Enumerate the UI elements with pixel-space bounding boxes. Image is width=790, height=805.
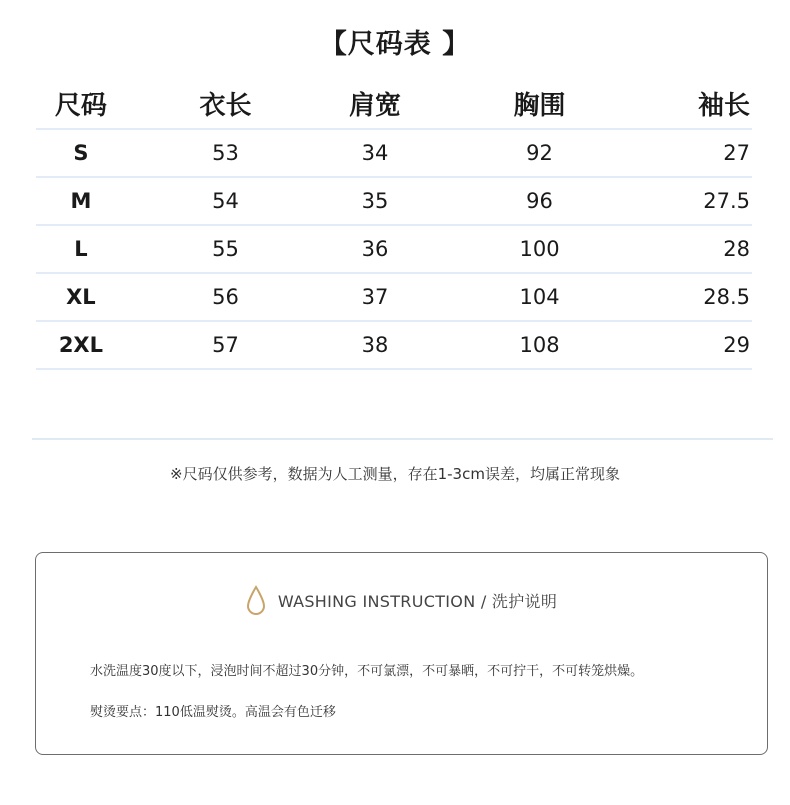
cell-size: L	[36, 225, 126, 273]
cell-length: 56	[126, 273, 325, 321]
cell-length: 54	[126, 177, 325, 225]
cell-sleeve: 27.5	[654, 177, 752, 225]
section-divider	[32, 438, 773, 440]
header-length: 衣长	[126, 78, 325, 129]
cell-chest: 108	[425, 321, 654, 369]
header-size: 尺码	[36, 78, 126, 129]
cell-shoulder: 36	[325, 225, 425, 273]
page-title: 【尺码表 】	[319, 29, 471, 60]
cell-size: XL	[36, 273, 126, 321]
water-drop-icon	[246, 585, 266, 615]
measurement-note: ※尺码仅供参考，数据为人工测量，存在1-3cm误差，均属正常现象	[170, 465, 620, 483]
washing-header	[36, 585, 767, 615]
cell-sleeve: 28	[654, 225, 752, 273]
header-chest: 胸围	[425, 78, 654, 129]
cell-shoulder: 35	[325, 177, 425, 225]
header-shoulder: 肩宽	[325, 78, 425, 129]
cell-length: 55	[126, 225, 325, 273]
table-row	[36, 177, 752, 225]
cell-chest: 96	[425, 177, 654, 225]
cell-size: S	[36, 129, 126, 177]
cell-length: 57	[126, 321, 325, 369]
cell-chest: 92	[425, 129, 654, 177]
cell-shoulder: 34	[325, 129, 425, 177]
washing-instruction-box	[35, 552, 768, 755]
table-row	[36, 129, 752, 177]
cell-sleeve: 29	[654, 321, 752, 369]
washing-title: WASHING INSTRUCTION / 洗护说明	[277, 591, 558, 611]
header-sleeve: 袖长	[654, 78, 752, 129]
cell-shoulder: 38	[325, 321, 425, 369]
cell-chest: 104	[425, 273, 654, 321]
table-row	[36, 321, 752, 369]
cell-size: 2XL	[36, 321, 126, 369]
table-header-row	[36, 78, 752, 129]
cell-chest: 100	[425, 225, 654, 273]
cell-length: 53	[126, 129, 325, 177]
ironing-instruction-line: 熨烫要点：110低温熨烫。高温会有色迁移	[90, 705, 336, 720]
cell-sleeve: 28.5	[654, 273, 752, 321]
table-row	[36, 225, 752, 273]
cell-shoulder: 37	[325, 273, 425, 321]
cell-sleeve: 27	[654, 129, 752, 177]
washing-instruction-line: 水洗温度30度以下，浸泡时间不超过30分钟，不可氯漂，不可暴晒，不可拧干，不可转笼烘燥。	[90, 664, 644, 679]
cell-size: M	[36, 177, 126, 225]
size-table	[36, 78, 752, 370]
table-row	[36, 273, 752, 321]
